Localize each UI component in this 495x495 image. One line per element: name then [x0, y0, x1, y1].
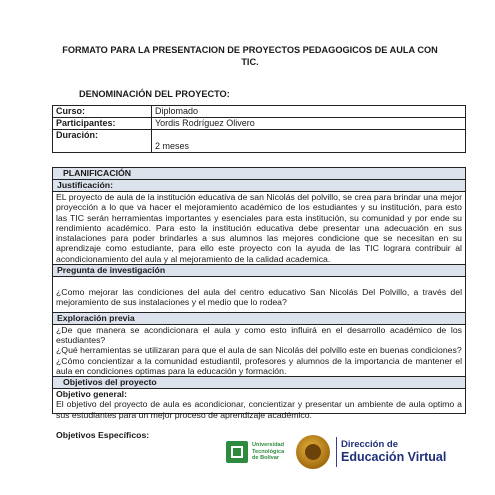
objetivos-header: Objetivos del proyecto — [53, 377, 465, 389]
planificacion-header: PLANIFICACIÓN — [53, 168, 465, 180]
exploracion-item: ¿Qué herramientas se utilizaran para que el aula de san Nicolás del polvillo este en buenas condiciones? — [56, 345, 462, 356]
direccion-label: Dirección de — [341, 439, 399, 450]
participantes-value: Yordis Rodríguez Olivero — [152, 118, 466, 130]
utb-logo-text: Universidad Tecnológica de Bolívar — [252, 442, 285, 462]
project-info-table — [52, 105, 466, 153]
pregunta-body — [53, 277, 465, 313]
planificacion-box — [52, 167, 466, 441]
divider — [336, 437, 337, 467]
objetivos-body — [53, 389, 465, 441]
footer-logos — [218, 433, 468, 473]
justificacion-text — [53, 192, 465, 265]
curso-label: Curso: — [53, 106, 152, 118]
participantes-label: Participantes: — [53, 118, 152, 130]
pregunta-text: ¿Como mejorar las condiciones del aula del centro educativo San Nicolás Del Polvillo, a través del mejoramiento de sus instalaciones y el medio que lo rodea? — [56, 287, 462, 308]
objetivo-general-text: El objetivo del proyecto de aula es acondicionar, concientizar y presentar un ambiente de aula optimo a sus estudiantes para un mejor proceso de aprendizaje académico. — [56, 399, 462, 420]
objetivo-general-label: Objetivo general: — [56, 389, 127, 400]
justificacion-paragraph: EL proyecto de aula de la institución educativa de san Nicolás del polvillo, se crea para brindar una mejor proyección a lo que va hacer el mejoramiento académico de los estudiantes y su institución, para esto las TIC serán herramientas importantes y esenciales para esta institución, su comunidad y por ende su rendimiento académico. Para esto la institución educativa debe presentar una adecuación en sus instalaciones para poder brindarles a sus alumnos las mejores condicione que se necesitan en su aprendizaje como estudiante, para ello este proyecto con la ayuda de las TIC lograra contribuir al acondicionamiento del aula y al mejoramiento de la calidad academica. — [56, 192, 462, 264]
document-title: FORMATO PARA LA PRESENTACION DE PROYECTOS PEDAGOGICOS DE AULA CON TIC. — [62, 45, 438, 67]
curso-value: Diplomado — [152, 106, 466, 118]
exploracion-header: Exploración previa — [53, 313, 465, 325]
seal-icon — [296, 435, 330, 469]
justificacion-header: Justificación: — [53, 180, 465, 192]
utb-logo-icon — [226, 441, 248, 463]
duracion-label: Duración: — [53, 130, 152, 153]
exploracion-item: ¿Cómo concientizar a la comunidad estudiantil, profesores y alumnos de la importancia de mantener el aula en condiciones optimas para la educación y formación. — [56, 355, 462, 376]
exploracion-body — [53, 325, 465, 377]
objetivos-especificos-label: Objetivos Específicos: — [56, 430, 150, 441]
duracion-row — [53, 130, 466, 153]
duracion-value: 2 meses — [152, 130, 466, 153]
pregunta-header: Pregunta de investigación — [53, 265, 465, 277]
participantes-row — [53, 118, 466, 130]
denominacion-label: DENOMINACIÓN DEL PROYECTO: — [79, 89, 230, 99]
educacion-virtual-label: Educación Virtual — [341, 450, 447, 464]
curso-row — [53, 106, 466, 118]
exploracion-item: ¿De que manera se acondicionara el aula y como esto influirá en el desarrollo académico de los estudiantes? — [56, 324, 462, 345]
